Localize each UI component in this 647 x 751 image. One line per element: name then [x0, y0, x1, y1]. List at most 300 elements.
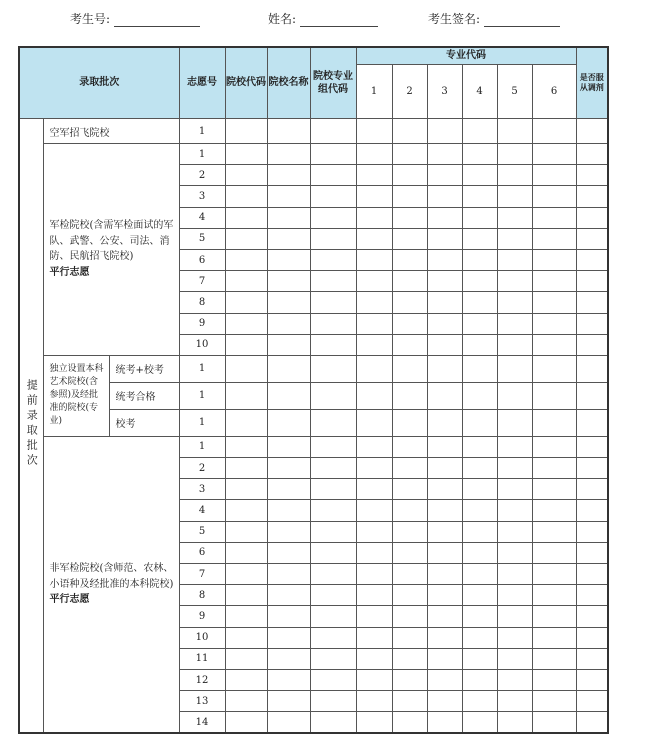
entry-cell[interactable]: [462, 165, 497, 186]
entry-cell[interactable]: [427, 249, 462, 270]
entry-cell[interactable]: [497, 382, 532, 409]
entry-cell[interactable]: [267, 521, 310, 542]
entry-cell[interactable]: [576, 627, 608, 648]
entry-cell[interactable]: [427, 292, 462, 313]
entry-cell[interactable]: [310, 627, 356, 648]
entry-cell[interactable]: [267, 292, 310, 313]
entry-cell[interactable]: [392, 228, 427, 249]
entry-cell[interactable]: [427, 186, 462, 207]
entry-cell[interactable]: [532, 564, 576, 585]
entry-cell[interactable]: [225, 355, 267, 382]
entry-cell[interactable]: [497, 627, 532, 648]
entry-cell[interactable]: [576, 334, 608, 355]
entry-cell[interactable]: [310, 292, 356, 313]
entry-cell[interactable]: [310, 334, 356, 355]
entry-cell[interactable]: [497, 500, 532, 521]
entry-cell[interactable]: [497, 648, 532, 669]
entry-cell[interactable]: [392, 479, 427, 500]
entry-cell[interactable]: [576, 606, 608, 627]
entry-cell[interactable]: [225, 458, 267, 479]
entry-cell[interactable]: [532, 334, 576, 355]
entry-cell[interactable]: [225, 606, 267, 627]
header-batch: 录取批次: [19, 47, 179, 119]
entry-cell[interactable]: [225, 479, 267, 500]
entry-cell[interactable]: [225, 500, 267, 521]
entry-cell[interactable]: [427, 165, 462, 186]
entry-cell[interactable]: [310, 564, 356, 585]
entry-cell[interactable]: [392, 186, 427, 207]
entry-cell[interactable]: [267, 606, 310, 627]
entry-cell[interactable]: [576, 119, 608, 144]
entry-cell[interactable]: [356, 458, 392, 479]
entry-cell[interactable]: [310, 436, 356, 457]
entry-cell[interactable]: [427, 691, 462, 712]
entry-cell[interactable]: [225, 712, 267, 733]
entry-cell[interactable]: [532, 712, 576, 733]
entry-cell[interactable]: [392, 382, 427, 409]
entry-cell[interactable]: [576, 228, 608, 249]
entry-cell[interactable]: [356, 436, 392, 457]
entry-cell[interactable]: [225, 292, 267, 313]
entry-cell[interactable]: [310, 691, 356, 712]
entry-cell[interactable]: [462, 712, 497, 733]
entry-cell[interactable]: [310, 648, 356, 669]
entry-cell[interactable]: [225, 119, 267, 144]
entry-cell[interactable]: [267, 119, 310, 144]
entry-cell[interactable]: [310, 542, 356, 563]
entry-cell[interactable]: [392, 313, 427, 334]
entry-cell[interactable]: [310, 249, 356, 270]
entry-cell[interactable]: [532, 669, 576, 690]
entry-cell[interactable]: [576, 564, 608, 585]
entry-cell[interactable]: [462, 207, 497, 228]
entry-cell[interactable]: [225, 409, 267, 436]
entry-cell[interactable]: [392, 585, 427, 606]
entry-cell[interactable]: [356, 119, 392, 144]
entry-cell[interactable]: [576, 186, 608, 207]
entry-cell[interactable]: [225, 228, 267, 249]
entry-cell[interactable]: [576, 409, 608, 436]
entry-cell[interactable]: [267, 207, 310, 228]
entry-cell[interactable]: [356, 334, 392, 355]
entry-cell[interactable]: [310, 585, 356, 606]
entry-cell[interactable]: [267, 479, 310, 500]
entry-cell[interactable]: [497, 409, 532, 436]
entry-cell[interactable]: [427, 119, 462, 144]
entry-cell[interactable]: [462, 500, 497, 521]
entry-cell[interactable]: [497, 436, 532, 457]
entry-cell[interactable]: [310, 186, 356, 207]
entry-cell[interactable]: [356, 564, 392, 585]
entry-cell[interactable]: [225, 271, 267, 292]
signature-field[interactable]: [428, 10, 560, 27]
entry-cell[interactable]: [462, 144, 497, 165]
entry-cell[interactable]: [310, 606, 356, 627]
entry-cell[interactable]: [427, 228, 462, 249]
choice-number: 1: [179, 144, 225, 165]
entry-cell[interactable]: [576, 165, 608, 186]
entry-cell[interactable]: [356, 207, 392, 228]
entry-cell[interactable]: [462, 606, 497, 627]
entry-cell[interactable]: [356, 712, 392, 733]
choice-number: 1: [179, 382, 225, 409]
entry-cell[interactable]: [497, 165, 532, 186]
entry-cell[interactable]: [225, 564, 267, 585]
exam-number-line[interactable]: [114, 12, 200, 27]
entry-cell[interactable]: [427, 458, 462, 479]
entry-cell[interactable]: [462, 186, 497, 207]
entry-cell[interactable]: [356, 479, 392, 500]
entry-cell[interactable]: [462, 521, 497, 542]
entry-cell[interactable]: [427, 606, 462, 627]
entry-cell[interactable]: [392, 500, 427, 521]
entry-cell[interactable]: [267, 542, 310, 563]
entry-cell[interactable]: [267, 271, 310, 292]
entry-cell[interactable]: [576, 648, 608, 669]
entry-cell[interactable]: [356, 271, 392, 292]
entry-cell[interactable]: [267, 627, 310, 648]
entry-cell[interactable]: [356, 606, 392, 627]
entry-cell[interactable]: [427, 334, 462, 355]
entry-cell[interactable]: [310, 144, 356, 165]
entry-cell[interactable]: [462, 458, 497, 479]
entry-cell[interactable]: [310, 382, 356, 409]
entry-cell[interactable]: [310, 313, 356, 334]
entry-cell[interactable]: [356, 292, 392, 313]
entry-cell[interactable]: [427, 585, 462, 606]
entry-cell[interactable]: [427, 627, 462, 648]
entry-cell[interactable]: [392, 458, 427, 479]
entry-cell[interactable]: [427, 382, 462, 409]
entry-cell[interactable]: [532, 542, 576, 563]
entry-cell[interactable]: [392, 669, 427, 690]
entry-cell[interactable]: [392, 564, 427, 585]
entry-cell[interactable]: [392, 271, 427, 292]
entry-cell[interactable]: [267, 144, 310, 165]
entry-cell[interactable]: [497, 691, 532, 712]
entry-cell[interactable]: [576, 382, 608, 409]
entry-cell[interactable]: [356, 249, 392, 270]
entry-cell[interactable]: [392, 606, 427, 627]
entry-cell[interactable]: [225, 669, 267, 690]
entry-cell[interactable]: [462, 355, 497, 382]
entry-cell[interactable]: [427, 500, 462, 521]
entry-cell[interactable]: [267, 186, 310, 207]
entry-cell[interactable]: [356, 585, 392, 606]
entry-cell[interactable]: [225, 542, 267, 563]
entry-cell[interactable]: [267, 228, 310, 249]
entry-cell[interactable]: [497, 542, 532, 563]
entry-cell[interactable]: [392, 521, 427, 542]
entry-cell[interactable]: [427, 207, 462, 228]
entry-cell[interactable]: [576, 458, 608, 479]
entry-cell[interactable]: [462, 271, 497, 292]
entry-cell[interactable]: [310, 207, 356, 228]
entry-cell[interactable]: [356, 648, 392, 669]
entry-cell[interactable]: [356, 144, 392, 165]
entry-cell[interactable]: [532, 186, 576, 207]
entry-cell[interactable]: [576, 292, 608, 313]
entry-cell[interactable]: [462, 585, 497, 606]
entry-cell[interactable]: [225, 585, 267, 606]
entry-cell[interactable]: [267, 436, 310, 457]
entry-cell[interactable]: [392, 334, 427, 355]
entry-cell[interactable]: [356, 382, 392, 409]
entry-cell[interactable]: [532, 479, 576, 500]
entry-cell[interactable]: [427, 355, 462, 382]
entry-cell[interactable]: [532, 606, 576, 627]
name-label: 姓名:: [268, 12, 297, 26]
entry-cell[interactable]: [462, 334, 497, 355]
exam-number-field[interactable]: [70, 10, 200, 27]
entry-cell[interactable]: [310, 479, 356, 500]
entry-cell[interactable]: [356, 542, 392, 563]
choice-number: 14: [179, 712, 225, 733]
entry-cell[interactable]: [356, 355, 392, 382]
entry-cell[interactable]: [356, 500, 392, 521]
entry-cell[interactable]: [462, 409, 497, 436]
header-major-3: 3: [427, 65, 462, 119]
entry-cell[interactable]: [497, 458, 532, 479]
entry-cell[interactable]: [392, 207, 427, 228]
section-non-military-label: 非军检院校(含师范、农林、小语种及经批准的本科院校): [49, 563, 174, 590]
entry-cell[interactable]: [462, 627, 497, 648]
entry-cell[interactable]: [225, 165, 267, 186]
header-major-code: 专业代码: [356, 47, 576, 65]
entry-cell[interactable]: [392, 542, 427, 563]
entry-cell[interactable]: [427, 564, 462, 585]
entry-cell[interactable]: [267, 458, 310, 479]
entry-cell[interactable]: [427, 648, 462, 669]
entry-cell[interactable]: [267, 249, 310, 270]
entry-cell[interactable]: [462, 313, 497, 334]
entry-cell[interactable]: [356, 186, 392, 207]
entry-cell[interactable]: [392, 436, 427, 457]
entry-cell[interactable]: [392, 144, 427, 165]
entry-cell[interactable]: [532, 436, 576, 457]
entry-cell[interactable]: [576, 691, 608, 712]
entry-cell[interactable]: [267, 355, 310, 382]
section-non-military: [43, 436, 179, 733]
entry-cell[interactable]: [310, 355, 356, 382]
entry-cell[interactable]: [392, 292, 427, 313]
art-sub-type: 统考合格: [109, 382, 179, 409]
entry-cell[interactable]: [576, 712, 608, 733]
entry-cell[interactable]: [267, 409, 310, 436]
entry-cell[interactable]: [532, 648, 576, 669]
entry-cell[interactable]: [392, 648, 427, 669]
entry-cell[interactable]: [427, 712, 462, 733]
entry-cell[interactable]: [497, 606, 532, 627]
entry-cell[interactable]: [462, 228, 497, 249]
choice-number: 1: [179, 436, 225, 457]
entry-cell[interactable]: [462, 436, 497, 457]
entry-cell[interactable]: [225, 382, 267, 409]
entry-cell[interactable]: [310, 271, 356, 292]
entry-cell[interactable]: [497, 119, 532, 144]
entry-cell[interactable]: [462, 292, 497, 313]
entry-cell[interactable]: [497, 207, 532, 228]
entry-cell[interactable]: [267, 165, 310, 186]
name-line[interactable]: [300, 12, 378, 27]
entry-cell[interactable]: [267, 585, 310, 606]
entry-cell[interactable]: [392, 165, 427, 186]
entry-cell[interactable]: [532, 165, 576, 186]
entry-cell[interactable]: [497, 479, 532, 500]
entry-cell[interactable]: [462, 542, 497, 563]
entry-cell[interactable]: [427, 479, 462, 500]
entry-cell[interactable]: [532, 409, 576, 436]
entry-cell[interactable]: [356, 409, 392, 436]
entry-cell[interactable]: [497, 271, 532, 292]
entry-cell[interactable]: [356, 627, 392, 648]
entry-cell[interactable]: [532, 500, 576, 521]
entry-cell[interactable]: [532, 585, 576, 606]
entry-cell[interactable]: [576, 436, 608, 457]
entry-cell[interactable]: [310, 409, 356, 436]
entry-cell[interactable]: [427, 271, 462, 292]
entry-cell[interactable]: [310, 521, 356, 542]
entry-cell[interactable]: [497, 313, 532, 334]
entry-cell[interactable]: [462, 669, 497, 690]
entry-cell[interactable]: [462, 691, 497, 712]
entry-cell[interactable]: [392, 249, 427, 270]
entry-cell[interactable]: [310, 165, 356, 186]
entry-cell[interactable]: [310, 228, 356, 249]
entry-cell[interactable]: [392, 627, 427, 648]
entry-cell[interactable]: [462, 648, 497, 669]
entry-cell[interactable]: [427, 144, 462, 165]
entry-cell[interactable]: [267, 648, 310, 669]
entry-cell[interactable]: [225, 648, 267, 669]
entry-cell[interactable]: [532, 292, 576, 313]
entry-cell[interactable]: [225, 521, 267, 542]
entry-cell[interactable]: [225, 334, 267, 355]
entry-cell[interactable]: [392, 119, 427, 144]
entry-cell[interactable]: [356, 313, 392, 334]
entry-cell[interactable]: [497, 144, 532, 165]
entry-cell[interactable]: [225, 144, 267, 165]
entry-cell[interactable]: [532, 691, 576, 712]
entry-cell[interactable]: [225, 313, 267, 334]
entry-cell[interactable]: [576, 271, 608, 292]
entry-cell[interactable]: [356, 165, 392, 186]
entry-cell[interactable]: [225, 249, 267, 270]
entry-cell[interactable]: [532, 627, 576, 648]
entry-cell[interactable]: [497, 292, 532, 313]
entry-cell[interactable]: [427, 669, 462, 690]
entry-cell[interactable]: [356, 691, 392, 712]
entry-cell[interactable]: [576, 207, 608, 228]
entry-cell[interactable]: [532, 119, 576, 144]
entry-cell[interactable]: [532, 382, 576, 409]
entry-cell[interactable]: [310, 669, 356, 690]
entry-cell[interactable]: [267, 669, 310, 690]
entry-cell[interactable]: [576, 521, 608, 542]
entry-cell[interactable]: [532, 144, 576, 165]
entry-cell[interactable]: [462, 564, 497, 585]
entry-cell[interactable]: [497, 585, 532, 606]
entry-cell[interactable]: [532, 207, 576, 228]
entry-cell[interactable]: [392, 712, 427, 733]
entry-cell[interactable]: [576, 313, 608, 334]
entry-cell[interactable]: [576, 585, 608, 606]
entry-cell[interactable]: [497, 249, 532, 270]
entry-cell[interactable]: [392, 409, 427, 436]
entry-cell[interactable]: [532, 271, 576, 292]
entry-cell[interactable]: [267, 334, 310, 355]
entry-cell[interactable]: [356, 521, 392, 542]
entry-cell[interactable]: [576, 542, 608, 563]
entry-cell[interactable]: [225, 691, 267, 712]
header-major-2: 2: [392, 65, 427, 119]
entry-cell[interactable]: [576, 249, 608, 270]
entry-cell[interactable]: [462, 249, 497, 270]
entry-cell[interactable]: [310, 712, 356, 733]
entry-cell[interactable]: [497, 334, 532, 355]
entry-cell[interactable]: [462, 382, 497, 409]
entry-cell[interactable]: [497, 669, 532, 690]
entry-cell[interactable]: [356, 228, 392, 249]
entry-cell[interactable]: [225, 186, 267, 207]
entry-cell[interactable]: [310, 500, 356, 521]
entry-cell[interactable]: [497, 564, 532, 585]
entry-cell[interactable]: [310, 458, 356, 479]
entry-cell[interactable]: [267, 712, 310, 733]
entry-cell[interactable]: [497, 521, 532, 542]
entry-cell[interactable]: [267, 500, 310, 521]
entry-cell[interactable]: [267, 313, 310, 334]
entry-cell[interactable]: [576, 479, 608, 500]
entry-cell[interactable]: [310, 119, 356, 144]
entry-cell[interactable]: [267, 564, 310, 585]
entry-cell[interactable]: [225, 436, 267, 457]
entry-cell[interactable]: [497, 186, 532, 207]
entry-cell[interactable]: [576, 500, 608, 521]
entry-cell[interactable]: [225, 627, 267, 648]
entry-cell[interactable]: [427, 521, 462, 542]
entry-cell[interactable]: [576, 669, 608, 690]
entry-cell[interactable]: [225, 207, 267, 228]
entry-cell[interactable]: [576, 355, 608, 382]
entry-cell[interactable]: [532, 228, 576, 249]
entry-cell[interactable]: [532, 249, 576, 270]
entry-cell[interactable]: [427, 542, 462, 563]
entry-cell[interactable]: [532, 521, 576, 542]
entry-cell[interactable]: [427, 313, 462, 334]
entry-cell[interactable]: [356, 669, 392, 690]
entry-cell[interactable]: [267, 382, 310, 409]
entry-cell[interactable]: [576, 144, 608, 165]
entry-cell[interactable]: [427, 436, 462, 457]
entry-cell[interactable]: [497, 228, 532, 249]
entry-cell[interactable]: [462, 119, 497, 144]
entry-cell[interactable]: [267, 691, 310, 712]
entry-cell[interactable]: [462, 479, 497, 500]
entry-cell[interactable]: [427, 409, 462, 436]
entry-cell[interactable]: [532, 355, 576, 382]
entry-cell[interactable]: [392, 355, 427, 382]
choice-number: 2: [179, 165, 225, 186]
entry-cell[interactable]: [532, 458, 576, 479]
entry-cell[interactable]: [392, 691, 427, 712]
header-major-1: 1: [356, 65, 392, 119]
entry-cell[interactable]: [497, 355, 532, 382]
signature-line[interactable]: [484, 12, 560, 27]
name-field[interactable]: [268, 10, 378, 27]
entry-cell[interactable]: [532, 313, 576, 334]
entry-cell[interactable]: [497, 712, 532, 733]
